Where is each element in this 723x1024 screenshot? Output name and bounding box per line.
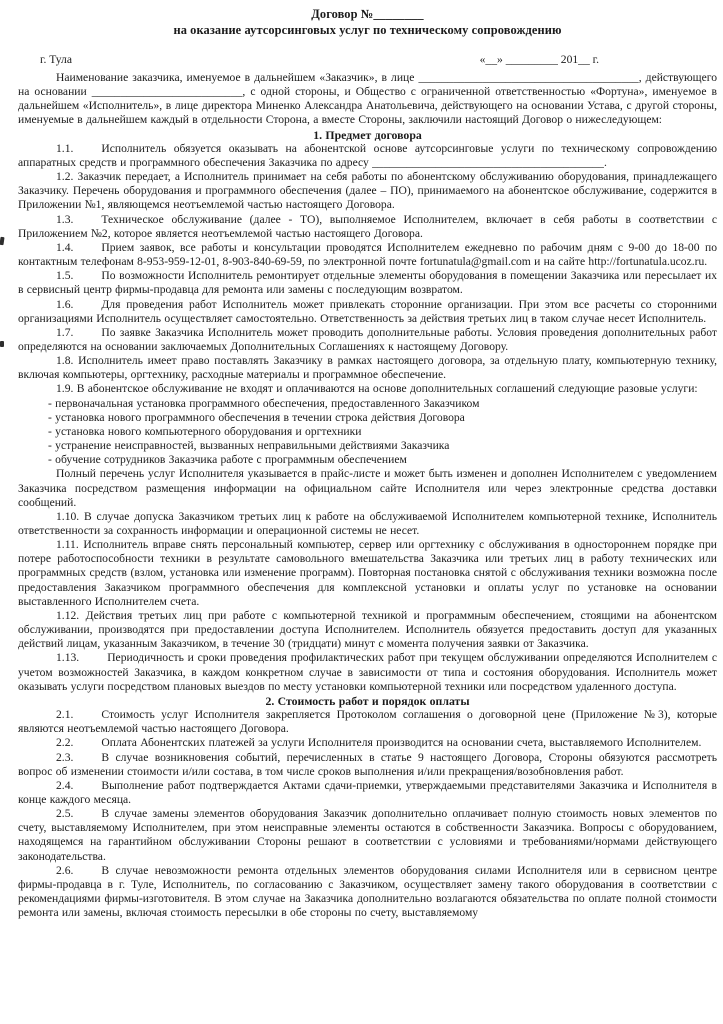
contract-paragraph: 1.8. Исполнитель имеет право поставлять Заказчику в рамках настоящего договора, за отдельную плату, компьютерную технику, включая компьютеры, оргтехнику, расходные материалы и программное обеспечение. [18,354,717,382]
paragraph-number: 1.2. [56,170,74,184]
paragraph-number: 2.4. [56,778,74,792]
contract-body [18,71,717,920]
contract-paragraph: 1.12. Действия третьих лиц при работе с компьютерной техникой и программным обеспечением, стоящими на абонентском обслуживании, производятся при предоставлении доступа Исполнителем. Исполнитель обязуется предоставить доступ для указанных действий лицам, указанным Заказчиком, в течение 30 (тридцати) минут с момента получения заявки от Заказчика. [18,608,717,651]
paragraph-number: 1.11. [56,538,79,552]
paragraph-number: 1.4. [56,240,74,254]
service-list-item: - первоначальная установка программного обеспечения, предоставленного Заказчиком [48,396,480,410]
contract-paragraph: 1.1. Исполнитель обязуется оказывать на абонентской основе аутсорсинговые услуги по техническому сопровождению аппаратных средств и программного обеспечения Заказчика по адресу ________________________________________. [18,141,717,169]
paragraph-number: 1.10. [56,509,80,523]
contract-paragraph: 2.1. Стоимость услуг Исполнителя закрепляется Протоколом соглашения о договорной цене (Приложение №3), которые являются неотъемлемой частью настоящего Договора. [18,708,717,736]
service-list-item: - устранение неисправностей, вызванных неправильными действиями Заказчика [48,439,450,453]
contract-paragraph: 2.3. В случае возникновения событий, перечисленных в статье 9 настоящего Договора, Стороны обязуются рассмотреть вопрос об изменении стоимости и/или состава, в том числе сроков выполнения и/или прекращения/возобновления работ. [18,750,717,778]
contract-paragraph: 1.7. По заявке Заказчика Исполнитель может проводить дополнительные работы. Условия проведения дополнительных работ определяются на основании заключаемых Дополнительных Соглашениях к настоящему Договору. [18,325,717,353]
contract-paragraph: 1.9. В абонентское обслуживание не входят и оплачиваются на основе дополнительных соглашений следующие разовые услуги: [56,382,698,396]
paragraph-number: 1.8. [56,354,74,368]
contract-paragraph: 1.11. Исполнитель вправе снять персональный компьютер, сервер или оргтехнику с обслуживания в одностороннем порядке при потере работоспособности техники в результате самовольного вмешательства Заказчика или третьих лиц в работу технических или программных средств (взлом, установка или изменение программ). Повторная постановка снятой с обслуживания техники возможна после предоставления Заказчиком программного обеспечения для комплексной установки и оплаты услуг по установке на основании выставленного Исполнителем счета. [18,538,717,608]
contract-paragraph: Наименование заказчика, именуемое в дальнейшем «Заказчик», в лице ______________________________________, действующего на основании __________________________, с одной стороны, и Общество с ограниченной ответственностью «Фортуна», именуемое в дальнейшем «Исполнитель», в лице директора Миненко Александра Анатольевича, действующего на основании Устава, с другой стороны, именуемые в дальнейшем каждый в отдельности Сторона, а вместе Стороны, заключили настоящий Договор о нижеследующем: [18,71,717,127]
paragraph-number: 2.3. [56,750,74,764]
paragraph-number: 1.1. [56,141,74,155]
date-placeholder: «__» _________ 201__ г. [479,53,599,66]
city-date-row [18,53,717,67]
section-heading: 2. Стоимость работ и порядок оплаты [265,693,470,708]
contract-paragraph: 1.13. Периодичность и сроки проведения профилактических работ при текущем обслуживании определяются Исполнителем с учетом возможностей Заказчика, в каждом конкретном случае в зависимости от типа и состояния оборудования. Исполнитель может оказывать услуги посредством плановых выездов по месту установки компьютерной техники или посредством удаленного доступа. [18,651,717,693]
paragraph-number: 2.6. [56,863,74,877]
contract-paragraph: 2.6. В случае невозможности ремонта отдельных элементов оборудования силами Исполнителя или в сервисном центре фирмы-продавца в г. Туле, Исполнитель, по согласованию с Заказчиком, осуществляет замену такого оборудования в соответствии с рекомендациями фирмы-изготовителя. В этом случае на Заказчика дополнительно возлагаются обязательства по оплате полной стоимости ремонта или замены, включая стоимость пересылки в обе стороны по счету, выставляемому [18,863,717,920]
contract-title: Договор №________ [311,7,424,21]
paragraph-number: 1.12. [56,608,80,622]
paragraph-number: 1.7. [56,325,74,339]
contract-paragraph: 2.4. Выполнение работ подтверждается Актами сдачи-приемки, утверждаемыми представителями Заказчика и Исполнителя в конце каждого месяца. [18,778,717,806]
paragraph-number: 1.3. [56,212,74,226]
contract-paragraph: 2.5. В случае замены элементов оборудования Заказчик дополнительно оплачивает полную стоимость новых элементов по счету, выставляемому Исполнителем, при этом неисправные элементы остаются в собственности Заказчика. Вопросы с оборудованием, находящемся на гарантийном обслуживании Стороны решают в соответствии с условиями и требованиями/нормами действующего законодательства. [18,807,717,863]
service-list-item: - установка нового компьютерного оборудования и оргтехники [48,424,362,438]
contract-paragraph: 1.10. В случае допуска Заказчиком третьих лиц к работе на обслуживаемой Исполнителем компьютерной технике, Исполнитель ответственности за сохранность информации и операционной системы не несет. [18,509,717,537]
contract-paragraph: 1.4. Прием заявок, все работы и консультации проводятся Исполнителем ежедневно по рабочим дням с 9-00 до 18-00 по контактным телефонам 8-953-959-12-01, 8-903-840-69-59, по электронной почте fortunatula@gmail.com и на сайте http://fortunatula.ucoz.ru. [18,240,717,269]
scan-artifact [0,237,5,245]
contract-paragraph: 1.3. Техническое обслуживание (далее - ТО), выполняемое Исполнителем, включает в себя работы в соответствии с Приложением №2, которое является неотъемлемой частью настоящего Договора. [18,212,717,240]
paragraph-number: 1.5. [56,269,74,283]
contract-paragraph: 1.6. Для проведения работ Исполнитель может привлекать сторонние организации. При этом все расчеты со сторонними организациями Исполнитель осуществляет самостоятельно. Ответственность за действия третьих лиц в таком случае несет Исполнитель. [18,297,717,325]
paragraph-number: 1.13. [56,651,80,665]
paragraph-number: 2.1. [56,708,74,722]
contract-paragraph: Полный перечень услуг Исполнителя указывается в прайс-листе и может быть изменен и дополнен Исполнителем с уведомлением Заказчика посредством размещения информации на официальном сайте Исполнителя или через электронные средства доставки сообщений. [18,467,717,509]
paragraph-number: 2.2. [56,736,74,750]
service-list-item: - установка нового программного обеспечения в течении строка действия Договора [48,410,465,424]
contract-paragraph: 1.5. По возможности Исполнитель ремонтирует отдельные элементы оборудования в помещении Заказчика или пересылает их в сервисный центр фирмы-продавца для ремонта или замены с последующим возвратом. [18,269,717,297]
paragraph-number: 1.9. [56,382,74,396]
contract-subtitle: на оказание аутсорсинговых услуг по техническому сопровождению [173,23,562,37]
contract-paragraph: 2.2. Оплата Абонентских платежей за услуги Исполнителя производится на основании счета, выставляемого Исполнителем. [56,736,702,750]
contract-paragraph: 1.2. Заказчик передает, а Исполнитель принимает на себя работы по абонентскому обслуживанию оборудования, принадлежащего Заказчику. Перечень оборудования и программного обеспечения (далее – ПО), принимаемого на абонентское обслуживание, содержится в Приложении №1, являющемся неотъемлемой частью настоящего Договора. [18,170,717,212]
section-heading: 1. Предмет договора [313,127,422,142]
city-label: г. Тула [40,53,72,66]
scan-artifact [0,341,4,347]
service-list-item: - обучение сотрудников Заказчика работе с программным обеспечением [48,453,407,467]
paragraph-number: 1.6. [56,297,74,311]
paragraph-number: 2.5. [56,807,74,821]
